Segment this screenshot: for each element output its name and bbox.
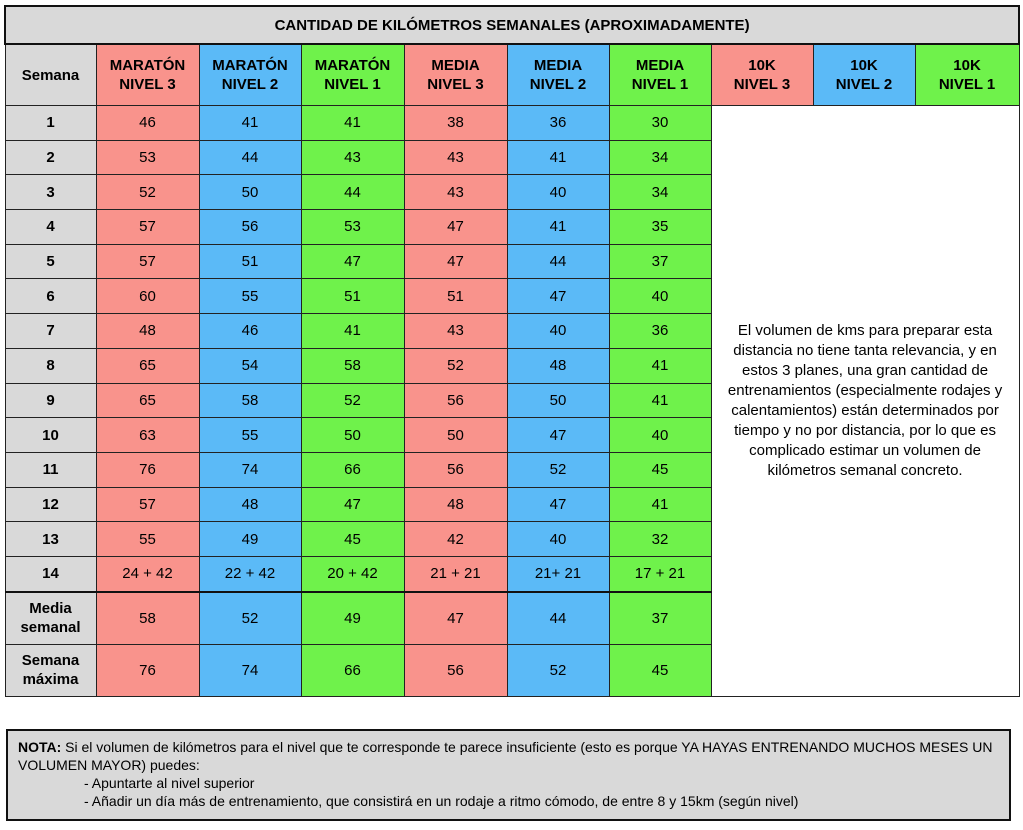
km-cell: 48 — [199, 487, 301, 522]
km-cell: 41 — [199, 106, 301, 141]
week-number: 12 — [5, 487, 96, 522]
column-header — [609, 44, 711, 106]
column-header-line2: NIVEL 1 — [631, 76, 689, 93]
column-header-line1: MEDIA — [431, 57, 480, 74]
column-header-line1: MEDIA — [635, 57, 685, 74]
km-cell: 47 — [301, 244, 404, 279]
summary-label-line1: Media — [29, 600, 72, 618]
summary-label — [5, 644, 96, 696]
km-cell: 76 — [96, 452, 199, 487]
km-cell: 21 + 21 — [404, 556, 507, 591]
km-cell: 48 — [96, 314, 199, 349]
summary-cell: 52 — [507, 644, 609, 696]
km-cell: 34 — [609, 175, 711, 210]
week-number: 10 — [5, 418, 96, 453]
km-cell: 47 — [404, 244, 507, 279]
summary-label-line2: semanal — [20, 619, 81, 637]
km-cell: 47 — [507, 279, 609, 314]
km-cell: 50 — [404, 418, 507, 453]
km-cell: 45 — [609, 452, 711, 487]
km-cell: 41 — [301, 106, 404, 141]
km-cell: 60 — [96, 279, 199, 314]
km-cell: 40 — [507, 175, 609, 210]
table-row — [5, 106, 1019, 141]
summary-cell: 66 — [301, 644, 404, 696]
km-cell: 42 — [404, 522, 507, 557]
column-header — [404, 44, 507, 106]
table-body — [5, 106, 1019, 697]
km-cell: 52 — [96, 175, 199, 210]
km-cell: 21+ 21 — [507, 556, 609, 591]
km-cell: 37 — [609, 244, 711, 279]
km-cell: 57 — [96, 210, 199, 245]
km-cell: 17 + 21 — [609, 556, 711, 591]
column-header-line2: NIVEL 1 — [324, 76, 381, 93]
column-header — [915, 44, 1019, 106]
column-header-line2: NIVEL 3 — [733, 76, 791, 93]
km-cell: 24 + 42 — [96, 556, 199, 591]
km-cell: 53 — [301, 210, 404, 245]
km-cell: 65 — [96, 383, 199, 418]
km-cell: 40 — [609, 418, 711, 453]
km-cell: 41 — [609, 383, 711, 418]
column-header-line2: NIVEL 3 — [427, 76, 484, 93]
km-cell: 54 — [199, 348, 301, 383]
column-header — [96, 44, 199, 106]
note-body: Si el volumen de kilómetros para el nivel que te corresponde te parece insuficiente (esto es porque YA HAYAS ENTRENANDO MUCHOS MESES UN VOLUMEN MAYOR) puedes: — [18, 739, 993, 773]
km-cell: 41 — [609, 487, 711, 522]
km-cell: 49 — [199, 522, 301, 557]
km-cell: 38 — [404, 106, 507, 141]
km-cell: 53 — [96, 140, 199, 175]
column-header — [507, 44, 609, 106]
week-number: 11 — [5, 452, 96, 487]
week-number: 8 — [5, 348, 96, 383]
km-cell: 47 — [507, 487, 609, 522]
km-cell: 30 — [609, 106, 711, 141]
km-cell: 48 — [404, 487, 507, 522]
note-option: - Apuntarte al nivel superior — [84, 775, 255, 791]
week-number: 3 — [5, 175, 96, 210]
week-number: 1 — [5, 106, 96, 141]
column-header-line1: 10K — [850, 57, 878, 74]
summary-cell: 47 — [404, 592, 507, 645]
column-header — [711, 44, 813, 106]
column-header-line1: MEDIA — [533, 57, 583, 74]
summary-label — [5, 592, 96, 645]
km-cell: 47 — [301, 487, 404, 522]
week-number: 14 — [5, 556, 96, 591]
column-header — [199, 44, 301, 106]
weekly-km-table — [4, 5, 1020, 697]
summary-cell: 76 — [96, 644, 199, 696]
km-cell: 52 — [404, 348, 507, 383]
column-header — [301, 44, 404, 106]
week-column-header: Semana — [5, 44, 96, 106]
km-cell: 43 — [404, 314, 507, 349]
km-cell: 63 — [96, 418, 199, 453]
km-cell: 55 — [199, 279, 301, 314]
km-cell: 51 — [301, 279, 404, 314]
km-cell: 57 — [96, 487, 199, 522]
column-header-line2: NIVEL 2 — [529, 76, 587, 93]
km-cell: 55 — [96, 522, 199, 557]
km-cell: 41 — [301, 314, 404, 349]
km-cell: 35 — [609, 210, 711, 245]
column-header-line1: MARATÓN — [212, 57, 288, 74]
header-row — [5, 44, 1019, 106]
km-cell: 43 — [404, 175, 507, 210]
column-header-line2: NIVEL 1 — [938, 76, 996, 93]
km-cell: 50 — [199, 175, 301, 210]
note-box — [6, 729, 1011, 821]
km-cell: 41 — [609, 348, 711, 383]
km-cell: 46 — [96, 106, 199, 141]
km-cell: 47 — [507, 418, 609, 453]
km-cell: 44 — [507, 244, 609, 279]
summary-label-line2: máxima — [22, 671, 79, 689]
km-cell: 52 — [301, 383, 404, 418]
km-cell: 55 — [199, 418, 301, 453]
km-cell: 44 — [199, 140, 301, 175]
summary-label-line1: Semana — [21, 652, 80, 670]
summary-cell: 45 — [609, 644, 711, 696]
column-header-line1: MARATÓN — [314, 57, 391, 74]
km-cell: 57 — [96, 244, 199, 279]
km-cell: 32 — [609, 522, 711, 557]
summary-cell: 49 — [301, 592, 404, 645]
km-cell: 36 — [609, 314, 711, 349]
km-cell: 45 — [301, 522, 404, 557]
km-cell: 46 — [199, 314, 301, 349]
summary-cell: 56 — [404, 644, 507, 696]
km-cell: 34 — [609, 140, 711, 175]
column-header-line2: NIVEL 3 — [119, 76, 176, 93]
km-cell: 20 + 42 — [301, 556, 404, 591]
km-cell: 56 — [404, 383, 507, 418]
km-cell: 51 — [199, 244, 301, 279]
summary-cell: 37 — [609, 592, 711, 645]
km-cell: 40 — [609, 279, 711, 314]
km-cell: 74 — [199, 452, 301, 487]
km-cell: 66 — [301, 452, 404, 487]
summary-cell: 44 — [507, 592, 609, 645]
km-cell: 50 — [301, 418, 404, 453]
km-cell: 47 — [404, 210, 507, 245]
km-cell: 56 — [404, 452, 507, 487]
note-option: - Añadir un día más de entrenamiento, que consistirá en un rodaje a ritmo cómodo, de entre 8 y 15km (según nivel) — [84, 793, 799, 809]
km-cell: 43 — [404, 140, 507, 175]
km-cell: 44 — [301, 175, 404, 210]
note-text — [18, 738, 999, 774]
km-cell: 22 + 42 — [199, 556, 301, 591]
km-cell: 41 — [507, 140, 609, 175]
column-header-line2: NIVEL 2 — [835, 76, 893, 93]
km-cell: 50 — [507, 383, 609, 418]
km-cell: 58 — [301, 348, 404, 383]
table-title: CANTIDAD DE KILÓMETROS SEMANALES (APROXIMADAMENTE) — [5, 6, 1019, 44]
summary-cell: 58 — [96, 592, 199, 645]
km-cell: 48 — [507, 348, 609, 383]
column-header-line1: MARATÓN — [109, 57, 186, 74]
column-header-line2: NIVEL 2 — [221, 76, 279, 93]
km-cell: 52 — [507, 452, 609, 487]
summary-cell: 52 — [199, 592, 301, 645]
column-header-line1: 10K — [748, 57, 776, 74]
week-number: 5 — [5, 244, 96, 279]
km-cell: 58 — [199, 383, 301, 418]
week-number: 9 — [5, 383, 96, 418]
km-cell: 51 — [404, 279, 507, 314]
summary-cell: 74 — [199, 644, 301, 696]
km-cell: 36 — [507, 106, 609, 141]
km-cell: 65 — [96, 348, 199, 383]
ten-k-note: El volumen de kms para preparar esta distancia no tiene tanta relevancia, y en estos 3 planes, una gran cantidad de entrenamientos (especialmente rodajes y calentamientos) están determinados por tiempo y no por distancia, por lo que es complicado estimar un volumen de kilómetros semanal concreto. — [711, 106, 1019, 697]
week-number: 2 — [5, 140, 96, 175]
km-cell: 40 — [507, 314, 609, 349]
week-number: 6 — [5, 279, 96, 314]
km-cell: 43 — [301, 140, 404, 175]
km-cell: 40 — [507, 522, 609, 557]
week-number: 7 — [5, 314, 96, 349]
column-header — [813, 44, 915, 106]
km-cell: 56 — [199, 210, 301, 245]
km-cell: 41 — [507, 210, 609, 245]
column-header-line1: 10K — [953, 57, 981, 74]
note-label: NOTA: — [18, 739, 62, 755]
week-number: 13 — [5, 522, 96, 557]
week-number: 4 — [5, 210, 96, 245]
